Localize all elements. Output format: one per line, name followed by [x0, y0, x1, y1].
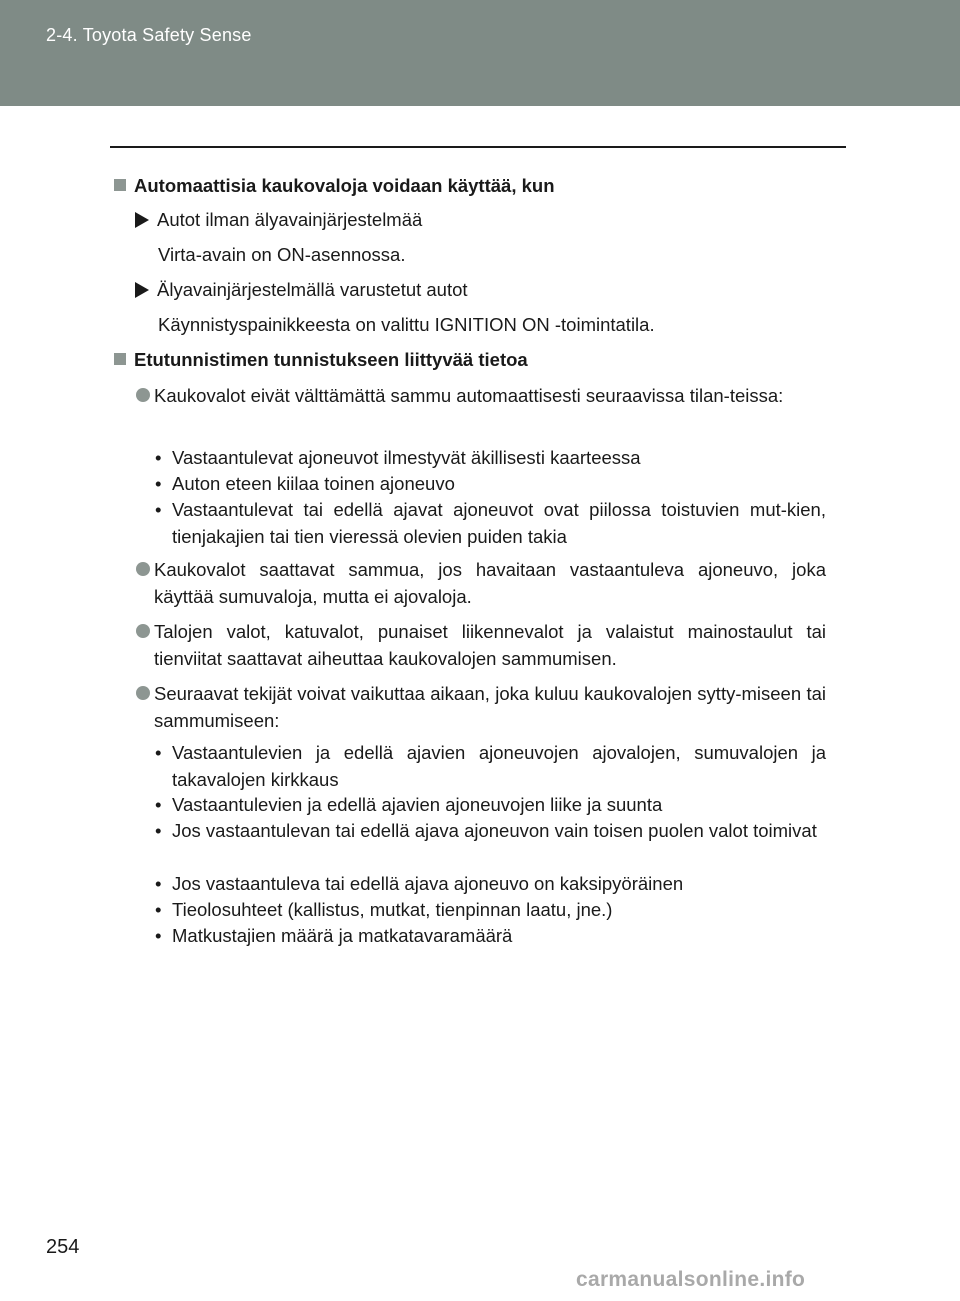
triangle-marker-icon [135, 282, 149, 298]
sub-item [155, 922, 826, 949]
sub-item-marker: • [155, 794, 162, 815]
info-bullet-3 [136, 618, 826, 672]
condition-label-text: Autot ilman älyavainjärjestelmää [157, 209, 423, 230]
info-bullet-2 [136, 556, 826, 610]
sub-item-marker: • [155, 873, 162, 894]
section-heading-text: Etutunnistimen tunnistukseen liittyvää tietoa [134, 349, 528, 370]
round-bullet-icon [136, 388, 150, 402]
sub-item-text: Matkustajien määrä ja matkatavaramäärä [172, 925, 513, 946]
sub-item [155, 870, 826, 897]
condition-label-1 [135, 206, 422, 233]
sub-item-text: Tieolosuhteet (kallistus, mutkat, tienpinnan laatu, jne.) [172, 899, 613, 920]
header-rule [110, 146, 846, 148]
sub-item-marker: • [155, 447, 162, 468]
round-bullet-icon [136, 686, 150, 700]
sub-item-text: Vastaantulevien ja edellä ajavien ajoneuvojen liike ja suunta [172, 794, 663, 815]
sub-item [155, 791, 826, 818]
section-heading-2 [114, 346, 528, 373]
sub-item-text: Jos vastaantuleva tai edellä ajava ajoneuvo on kaksipyöräinen [172, 873, 684, 894]
square-bullet-icon [114, 179, 126, 191]
sub-item-marker: • [155, 499, 162, 520]
info-bullet-text: Seuraavat tekijät voivat vaikuttaa aikaan, joka kuluu kaukovalojen sytty-miseen tai sammumiseen: [154, 683, 826, 731]
sub-item [155, 496, 826, 550]
sub-item-marker: • [155, 925, 162, 946]
watermark: carmanualsonline.info [576, 1268, 806, 1291]
page-header [0, 0, 960, 106]
sub-item [155, 739, 826, 793]
sub-item [155, 817, 826, 844]
section-heading-1 [114, 172, 555, 199]
condition-text-2: Käynnistyspainikkeesta on valittu IGNITION ON -toimintatila. [158, 314, 655, 335]
info-bullet-4 [136, 680, 826, 734]
round-bullet-icon [136, 624, 150, 638]
page-number: 254 [46, 1236, 80, 1258]
info-bullet-text: Talojen valot, katuvalot, punaiset liikennevalot ja valaistut mainostaulut tai tienviitat saattavat aiheuttaa kaukovalojen sammumisen. [154, 621, 826, 669]
triangle-marker-icon [135, 212, 149, 228]
sub-item-text: Jos vastaantulevan tai edellä ajava ajoneuvon vain toisen puolen valot toimivat [172, 820, 817, 841]
condition-text-1: Virta-avain on ON-asennossa. [158, 244, 406, 265]
info-bullet-1 [136, 382, 826, 409]
sub-item-marker: • [155, 473, 162, 494]
sub-item [155, 444, 826, 471]
sub-item [155, 470, 826, 497]
section-heading-text: Automaattisia kaukovaloja voidaan käyttää, kun [134, 175, 555, 196]
sub-item-text: Vastaantulevat ajoneuvot ilmestyvät äkillisesti kaarteessa [172, 447, 641, 468]
sub-item-marker: • [155, 820, 162, 841]
sub-item-text: Vastaantulevien ja edellä ajavien ajoneuvojen ajovalojen, sumuvalojen ja takavalojen kirkkaus [172, 742, 826, 790]
info-bullet-text: Kaukovalot saattavat sammua, jos havaitaan vastaantuleva ajoneuvo, joka käyttää sumuvaloja, mutta ei ajovaloja. [154, 559, 826, 607]
section-title: 2-4. Toyota Safety Sense [46, 25, 252, 45]
condition-label-text: Älyavainjärjestelmällä varustetut autot [157, 279, 468, 300]
sub-item [155, 896, 826, 923]
sub-item-text: Auton eteen kiilaa toinen ajoneuvo [172, 473, 455, 494]
sub-item-marker: • [155, 899, 162, 920]
sub-item-text: Vastaantulevat tai edellä ajavat ajoneuvot ovat piilossa toistuvien mut-kien, tienjakajien tai tien vieressä olevien puiden takia [172, 499, 826, 547]
info-bullet-text: Kaukovalot eivät välttämättä sammu automaattisesti seuraavissa tilan-teissa: [154, 385, 784, 406]
sub-item-marker: • [155, 742, 162, 763]
square-bullet-icon [114, 353, 126, 365]
round-bullet-icon [136, 562, 150, 576]
condition-label-2 [135, 276, 468, 303]
